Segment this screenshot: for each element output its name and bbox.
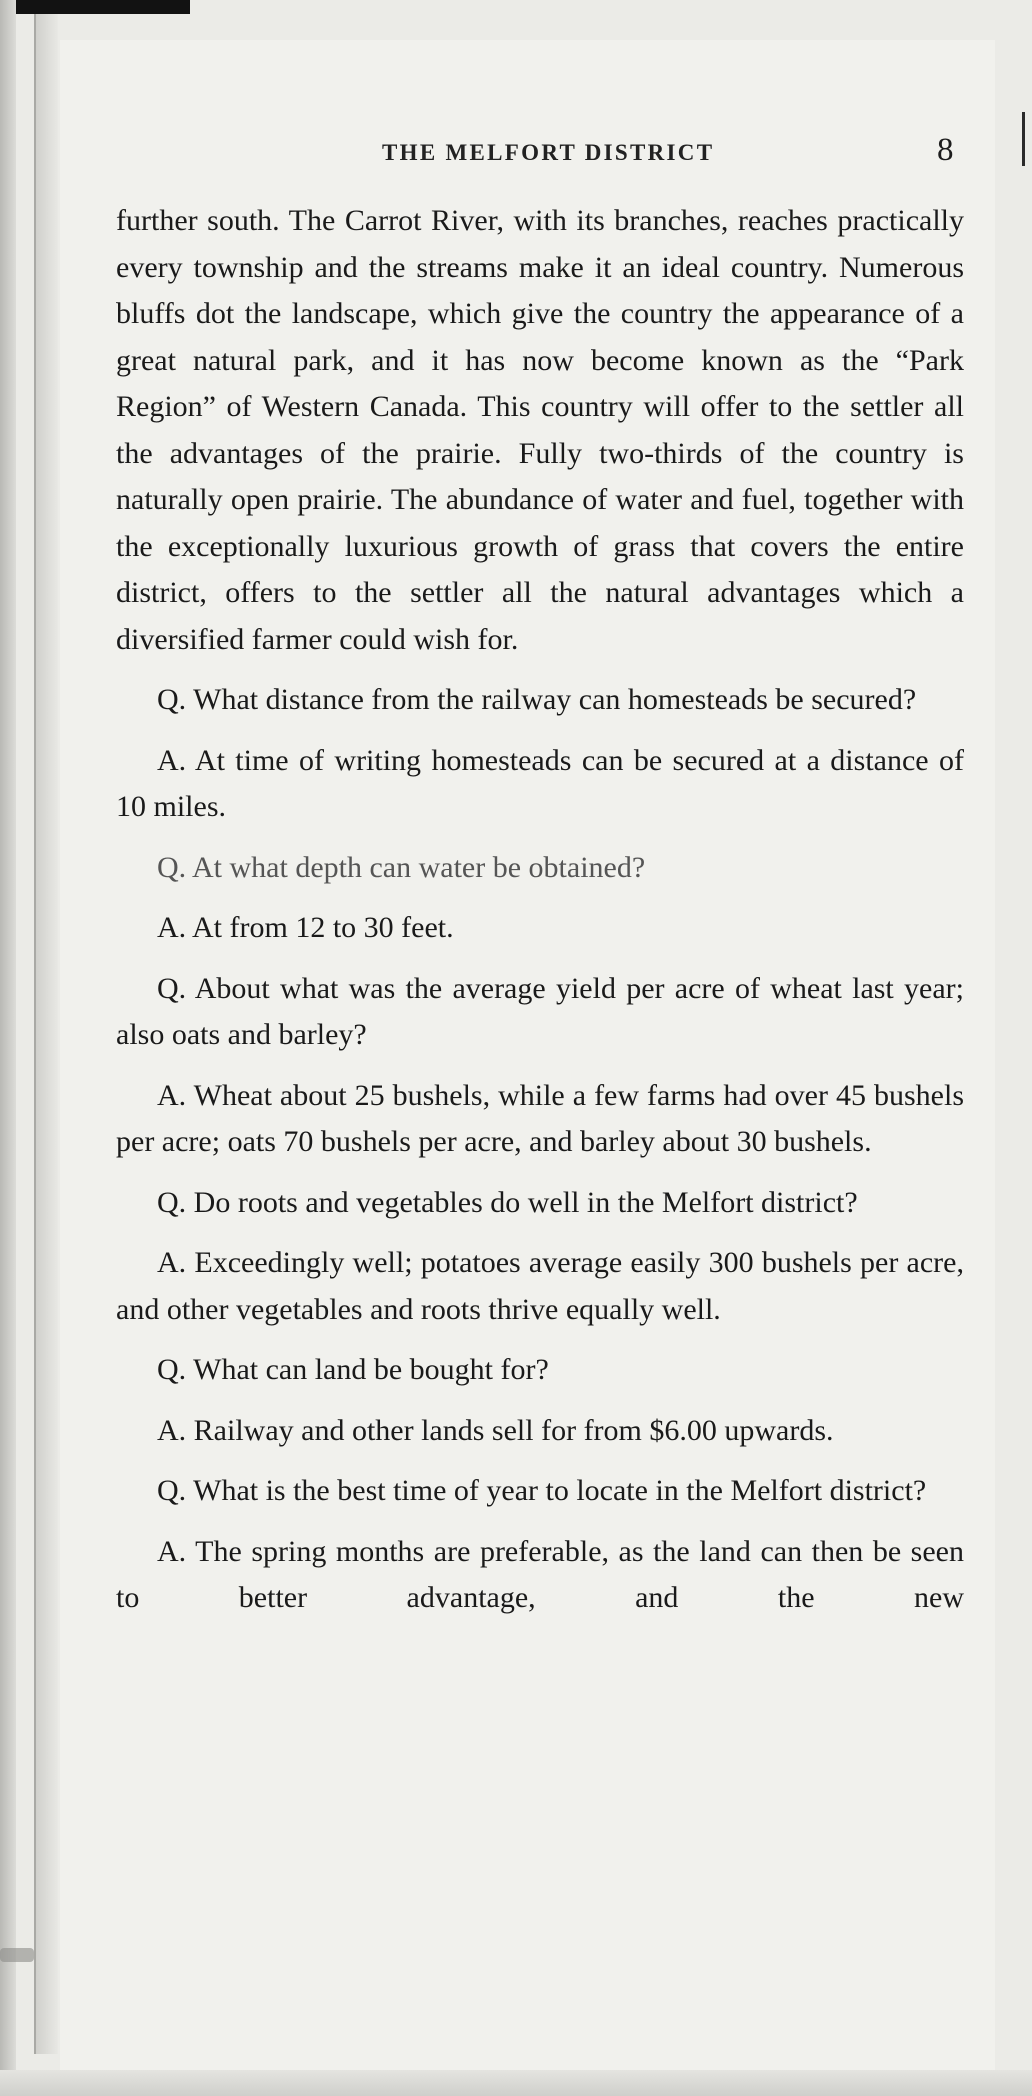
answer-roots: A. Exceedingly well; potatoes average easily 300 bushels per acre, and other vegetables and roots thrive equally well. xyxy=(116,1246,964,1326)
answer-yield: A. Wheat about 25 bushels, while a few farms had over 45 bushels per acre; oats 70 bushels per acre, and barley about 30 bushels. xyxy=(116,1078,964,1158)
question-land: Q. What can land be bought for? xyxy=(157,1353,549,1386)
answer-distance: A. At time of writing homesteads can be secured at a distance of 10 miles. xyxy=(116,743,964,823)
page-number: 8 xyxy=(937,132,954,168)
book-page xyxy=(60,40,995,2070)
page-body xyxy=(116,198,964,1622)
answer-time: A. The spring months are preferable, as the land can then be seen to better advantage, and the new xyxy=(116,1534,964,1614)
running-head-title: THE MELFORT DISTRICT xyxy=(382,140,715,165)
scan-smudge xyxy=(0,1948,34,1962)
question-water: Q. At what depth can water be obtained? xyxy=(157,850,646,884)
question-roots: Q. Do roots and vegetables do well in the Melfort district? xyxy=(157,1185,858,1219)
answer-land: A. Railway and other lands sell for from $6.00 upwards. xyxy=(157,1413,834,1447)
question-distance: Q. What distance from the railway can homesteads be secured? xyxy=(157,683,917,716)
question-time: Q. What is the best time of year to locate in the Melfort district? xyxy=(157,1474,927,1507)
scan-edge-top xyxy=(0,0,190,14)
scan-edge-left xyxy=(0,0,16,2096)
answer-water: A. At from 12 to 30 feet. xyxy=(157,911,454,944)
question-yield: Q. About what was the average yield per acre of wheat last year; also oats and barley? xyxy=(116,971,964,1051)
paragraph-continuation: further south. The Carrot River, with its branches, reaches practically every township and the streams make it an ideal country. Numerous bluffs dot the landscape, which give the country the appearance of a great natural park, and it has now become known as the “Park Region” of Western Canada. This country will offer to the settler all the advantages of the prairie. Fully two-thirds of the country is naturally open prairie. The abundance of water and fuel, together with the exceptionally luxurious growth of grass that covers the entire district, offers to the settler all the natural advantages which a diversified farmer could wish for. xyxy=(116,204,964,656)
scan-edge-bottom xyxy=(0,2070,1032,2096)
page-curl-shadow xyxy=(34,14,58,2054)
scan-edge-right-mark xyxy=(1022,112,1025,166)
running-head xyxy=(60,132,995,178)
